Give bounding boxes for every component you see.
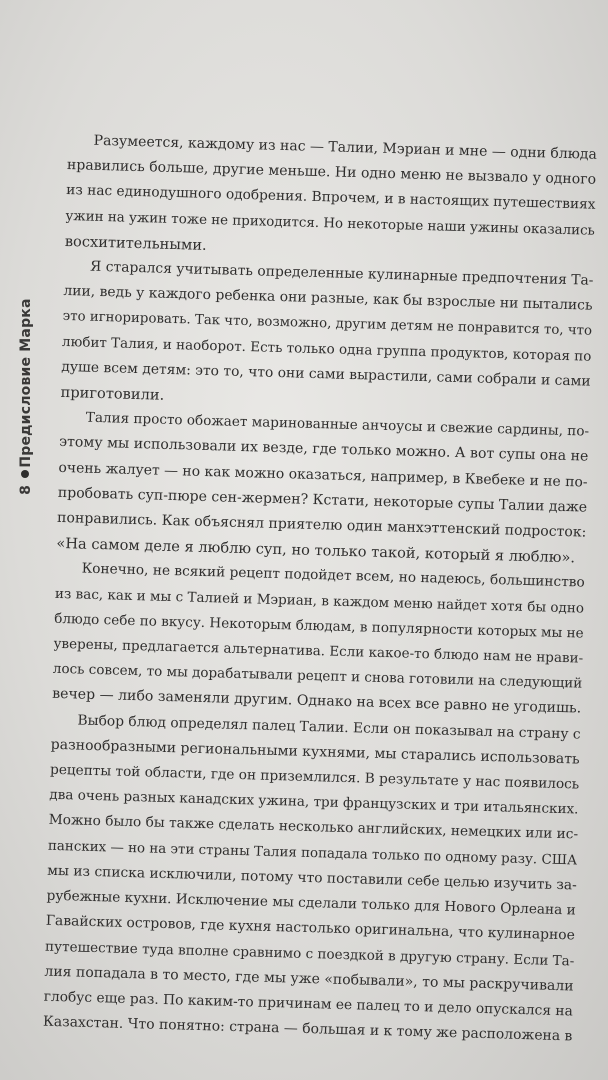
text-line: приготовили. [60,383,165,404]
text-line: рубежные кухни. Исключение мы сделали только для Нового Орлеана и [46,887,576,919]
body-text [43,128,598,1050]
text-line: мы из списка исключили, потому что поставили себе целью изучить за- [47,862,578,894]
text-line: лия попадала в то место, где мы уже «побывали», то мы раскручивали [44,963,574,995]
text-line: Казахстан. Что понятно: страна — большая и к тому же расположена в [42,1013,573,1045]
page-number: 8 [18,485,34,495]
text-line: душе всем детям: это то, что они сами вырастили, сами собрали и сами [61,358,591,390]
text-line: глобус еще раз. По каким-то причинам ее палец то и дело опускался на [43,988,574,1020]
header-bullet [21,470,29,478]
text-line: из нас единодушного одобрения. Впрочем, и в настоящих путешествиях [66,182,596,214]
text-line: Гавайских островов, где кухня настолько оригинальна, что кулинарное [45,912,576,944]
running-header [6,280,46,520]
text-line: понравились. Как объяснял приятелю один манхэттенский подросток: [56,509,587,541]
text-line: «На самом деле я люблю суп, но только такой, который я люблю». [56,535,576,567]
text-line: нравились больше, другие меньше. Ни одно меню не вызвало у одного [66,157,597,188]
section-title: Предисловие Марка [18,298,34,468]
text-line: пробовать суп-пюре сен-жермен? Кстати, некоторые супы Талии даже [57,484,588,516]
text-line: восхитительными. [64,232,207,254]
text-line: разнообразными региональными кухнями, мы старались использовать [50,736,580,768]
paragraph-2 [60,254,594,420]
text-line: уверены, предлагается альтернатива. Если какое-то блюдо нам не нрави- [53,635,584,667]
text-line: Конечно, не всякий рецепт подойдет всем, но надеюсь, большинство [81,561,585,592]
text-line: очень жалует — но как можно оказаться, например, в Квебеке и не по- [58,459,588,491]
text-line: вечер — либо заменяли другим. Однако на всех все равно не угодишь. [51,686,582,718]
paragraph-5 [43,707,582,1049]
text-line: два очень разных канадских ужина, три французских и три итальянских. [49,787,579,818]
text-line: путешествие туда вполне сравнимо с поездкой в другую страну. Если Та- [44,938,575,969]
text-line: Я старался учитывать определенные кулинарные предпочтения Та- [89,258,594,289]
text-line: ужин на ужин тоже не приходится. Но некоторые наши ужины оказались [65,208,596,239]
paragraph-4 [52,556,586,722]
text-line: этому мы использовали их везде, где только можно. А вот супы она не [58,434,589,466]
text-line: Разумеется, каждому из нас — Талии, Мэриан и мне — одни блюда [93,132,598,163]
text-line: Можно было бы также сделать несколько английских, немецких или ис- [48,812,579,843]
text-line: любит Талия, и наоборот. Есть только одна группа продуктов, которая по [61,333,592,365]
paragraph-1 [64,128,597,269]
text-line: лии, ведь у каждого ребенка они разные, как бы взрослые ни пытались [63,283,593,314]
text-line: Выбор блюд определял палец Талии. Если он показывал на страну с [77,712,581,743]
text-line: блюдо себе по вкусу. Некоторым блюдам, в популярности которых мы не [54,610,584,642]
text-line: это игнорировать. Так что, возможно, другим детям не понравится то, что [62,309,593,340]
text-line: рецепты той области, где он приземлился. В результате у нас появилось [49,761,580,793]
text-line: лось совсем, то мы дорабатывали рецепт и снова готовили на следующий [52,661,583,692]
text-line: панских — но на эти страны Талия попадала только по одному разу. США [47,838,578,869]
text-line: из вас, как и мы с Талией и Мэриан, в каждом меню найдет хотя бы одно [54,585,585,617]
paragraph-3 [56,405,590,571]
text-line: Талия просто обожает маринованные анчоусы и свежие сардины, по- [85,409,590,440]
